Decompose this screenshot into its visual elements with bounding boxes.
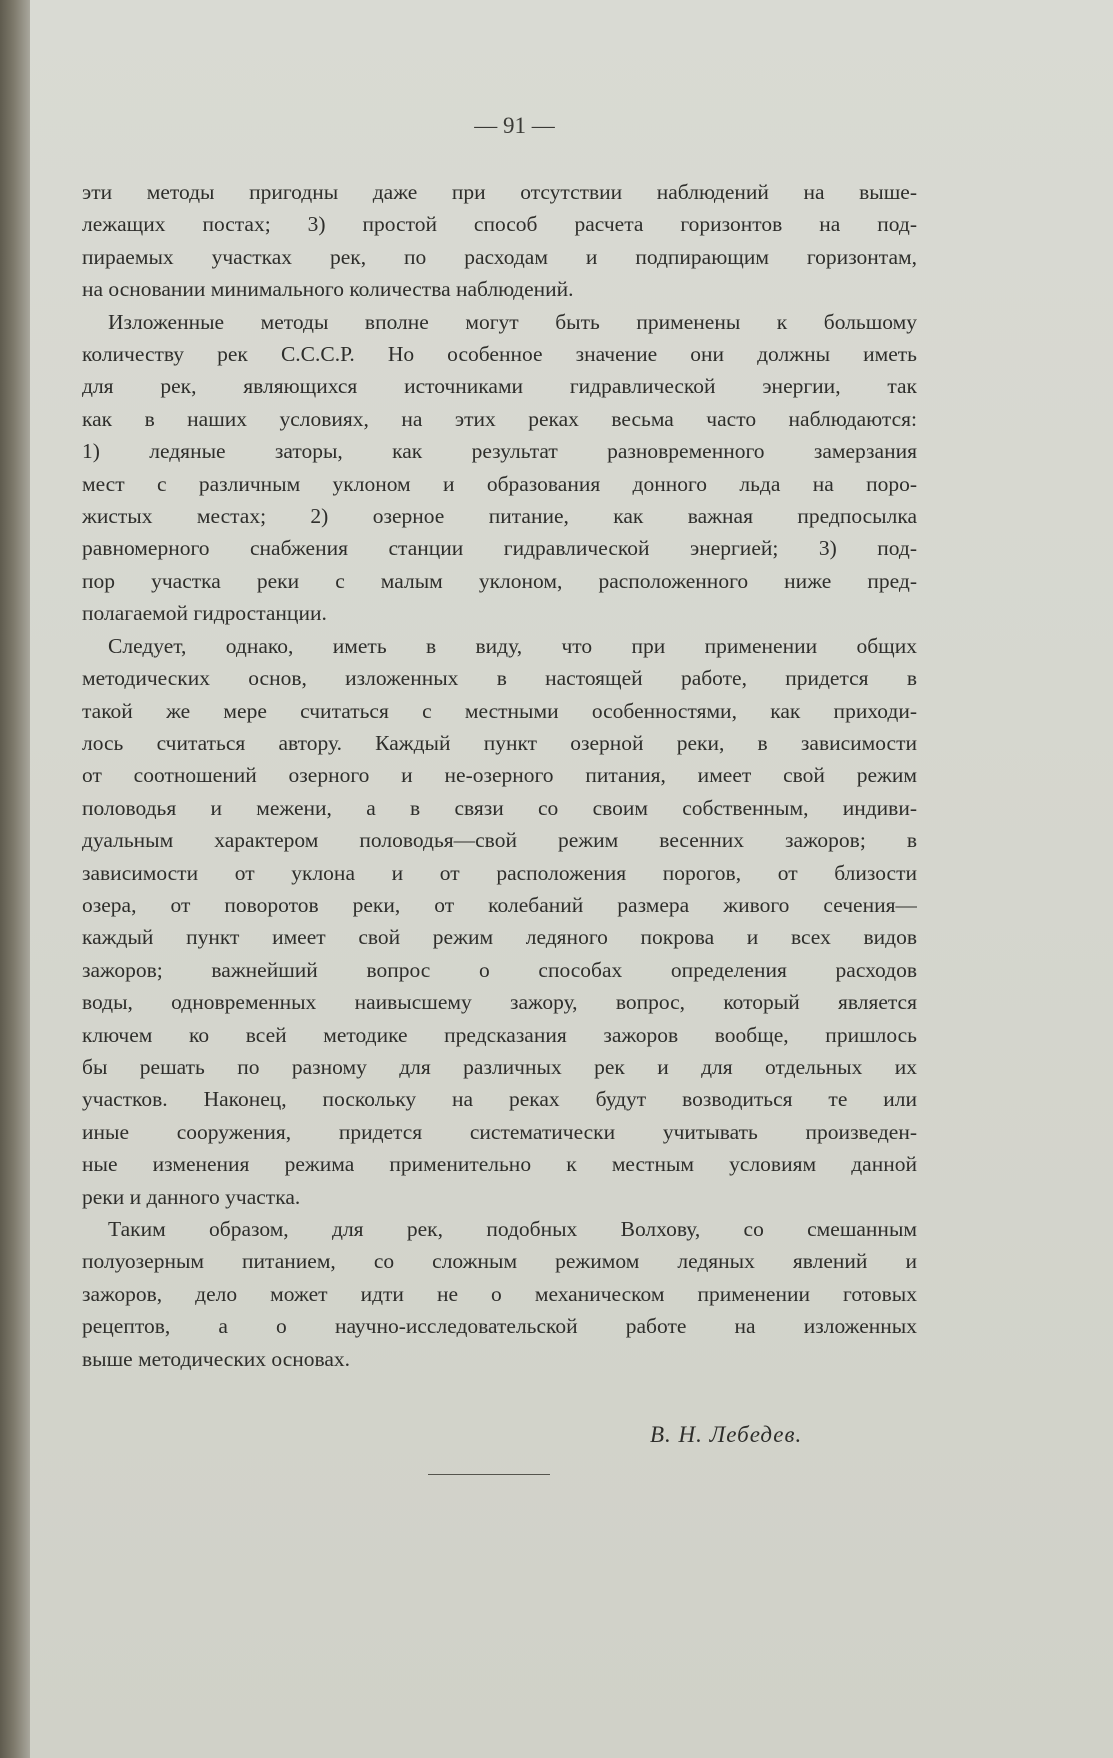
text-line: 1) ледяные заторы, как результат разновременного замерзания bbox=[82, 439, 917, 464]
page-number: — 91 — bbox=[474, 113, 555, 138]
book-page bbox=[30, 0, 1113, 1758]
text-line: такой же мере считаться с местными особенностями, как приходи- bbox=[82, 698, 917, 723]
text-line: участков. Наконец, поскольку на реках будут возводиться те или bbox=[82, 1087, 917, 1112]
text-line: Изложенные методы вполне могут быть применены к большому bbox=[108, 309, 917, 334]
text-line: зажоров; важнейший вопрос о способах определения расходов bbox=[82, 957, 917, 982]
text-line: мест с различным уклоном и образования донного льда на поро- bbox=[82, 471, 917, 496]
text-line: выше методических основах. bbox=[82, 1346, 351, 1371]
text-line: количеству рек С.С.С.Р. Но особенное значение они должны иметь bbox=[82, 342, 917, 367]
text-line: зависимости от уклона и от расположения порогов, от близости bbox=[82, 860, 917, 885]
text-line: Следует, однако, иметь в виду, что при применении общих bbox=[108, 633, 917, 658]
text-line: иные сооружения, придется систематически учитывать произведен- bbox=[82, 1119, 917, 1144]
text-line: для рек, являющихся источниками гидравлической энергии, так bbox=[82, 374, 917, 399]
text-line: дуальным характером половодья—свой режим весенних зажоров; в bbox=[82, 828, 917, 853]
paragraph-3 bbox=[82, 630, 917, 1213]
text-line: полуозерным питанием, со сложным режимом ледяных явлений и bbox=[82, 1249, 917, 1274]
author-signature: В. Н. Лебедев. bbox=[650, 1422, 803, 1447]
text-line: эти методы пригодны даже при отсутствии наблюдений на выше- bbox=[82, 180, 917, 204]
paragraph-2 bbox=[82, 306, 917, 630]
text-line: реки и данного участка. bbox=[82, 1184, 301, 1209]
text-line: зажоров, дело может идти не о механическом применении готовых bbox=[82, 1281, 917, 1306]
text-line: ные изменения режима применительно к местным условиям данной bbox=[82, 1152, 917, 1177]
paragraph-1 bbox=[82, 176, 917, 306]
text-line: как в наших условиях, на этих реках весьма часто наблюдаются: bbox=[82, 406, 917, 431]
paragraph-4 bbox=[82, 1213, 917, 1375]
body-text bbox=[82, 176, 917, 1375]
text-line: на основании минимального количества наблюдений. bbox=[82, 277, 574, 302]
text-line: лежащих постах; 3) простой способ расчета горизонтов на под- bbox=[82, 212, 917, 237]
text-line: пор участка реки с малым уклоном, расположенного ниже пред- bbox=[82, 568, 917, 593]
text-line: озера, от поворотов реки, от колебаний размера живого сечения— bbox=[82, 892, 917, 917]
text-line: половодья и межени, а в связи со своим собственным, индиви- bbox=[82, 795, 917, 820]
text-line: бы решать по разному для различных рек и для отдельных их bbox=[82, 1054, 917, 1079]
text-line: пираемых участках рек, по расходам и подпирающим горизонтам, bbox=[82, 244, 917, 269]
text-line: каждый пункт имеет свой режим ледяного покрова и всех видов bbox=[82, 925, 917, 950]
text-line: ключем ко всей методике предсказания зажоров вообще, пришлось bbox=[82, 1022, 917, 1047]
closing-rule bbox=[428, 1474, 550, 1475]
text-line: лось считаться автору. Каждый пункт озерной реки, в зависимости bbox=[82, 730, 917, 755]
page-binding-edge bbox=[0, 0, 30, 1758]
text-line: от соотношений озерного и не-озерного питания, имеет свой режим bbox=[82, 763, 917, 788]
text-line: методических основ, изложенных в настоящей работе, придется в bbox=[82, 666, 917, 691]
text-line: жистых местах; 2) озерное питание, как важная предпосылка bbox=[82, 504, 917, 529]
text-line: равномерного снабжения станции гидравлической энергией; 3) под- bbox=[82, 536, 917, 561]
text-line: рецептов, а о научно-исследовательской работе на изложенных bbox=[82, 1314, 917, 1339]
text-line: воды, одновременных наивысшему зажору, вопрос, который является bbox=[82, 990, 917, 1015]
text-line: полагаемой гидростанции. bbox=[82, 601, 327, 626]
text-line: Таким образом, для рек, подобных Волхову, со смешанным bbox=[108, 1217, 917, 1241]
